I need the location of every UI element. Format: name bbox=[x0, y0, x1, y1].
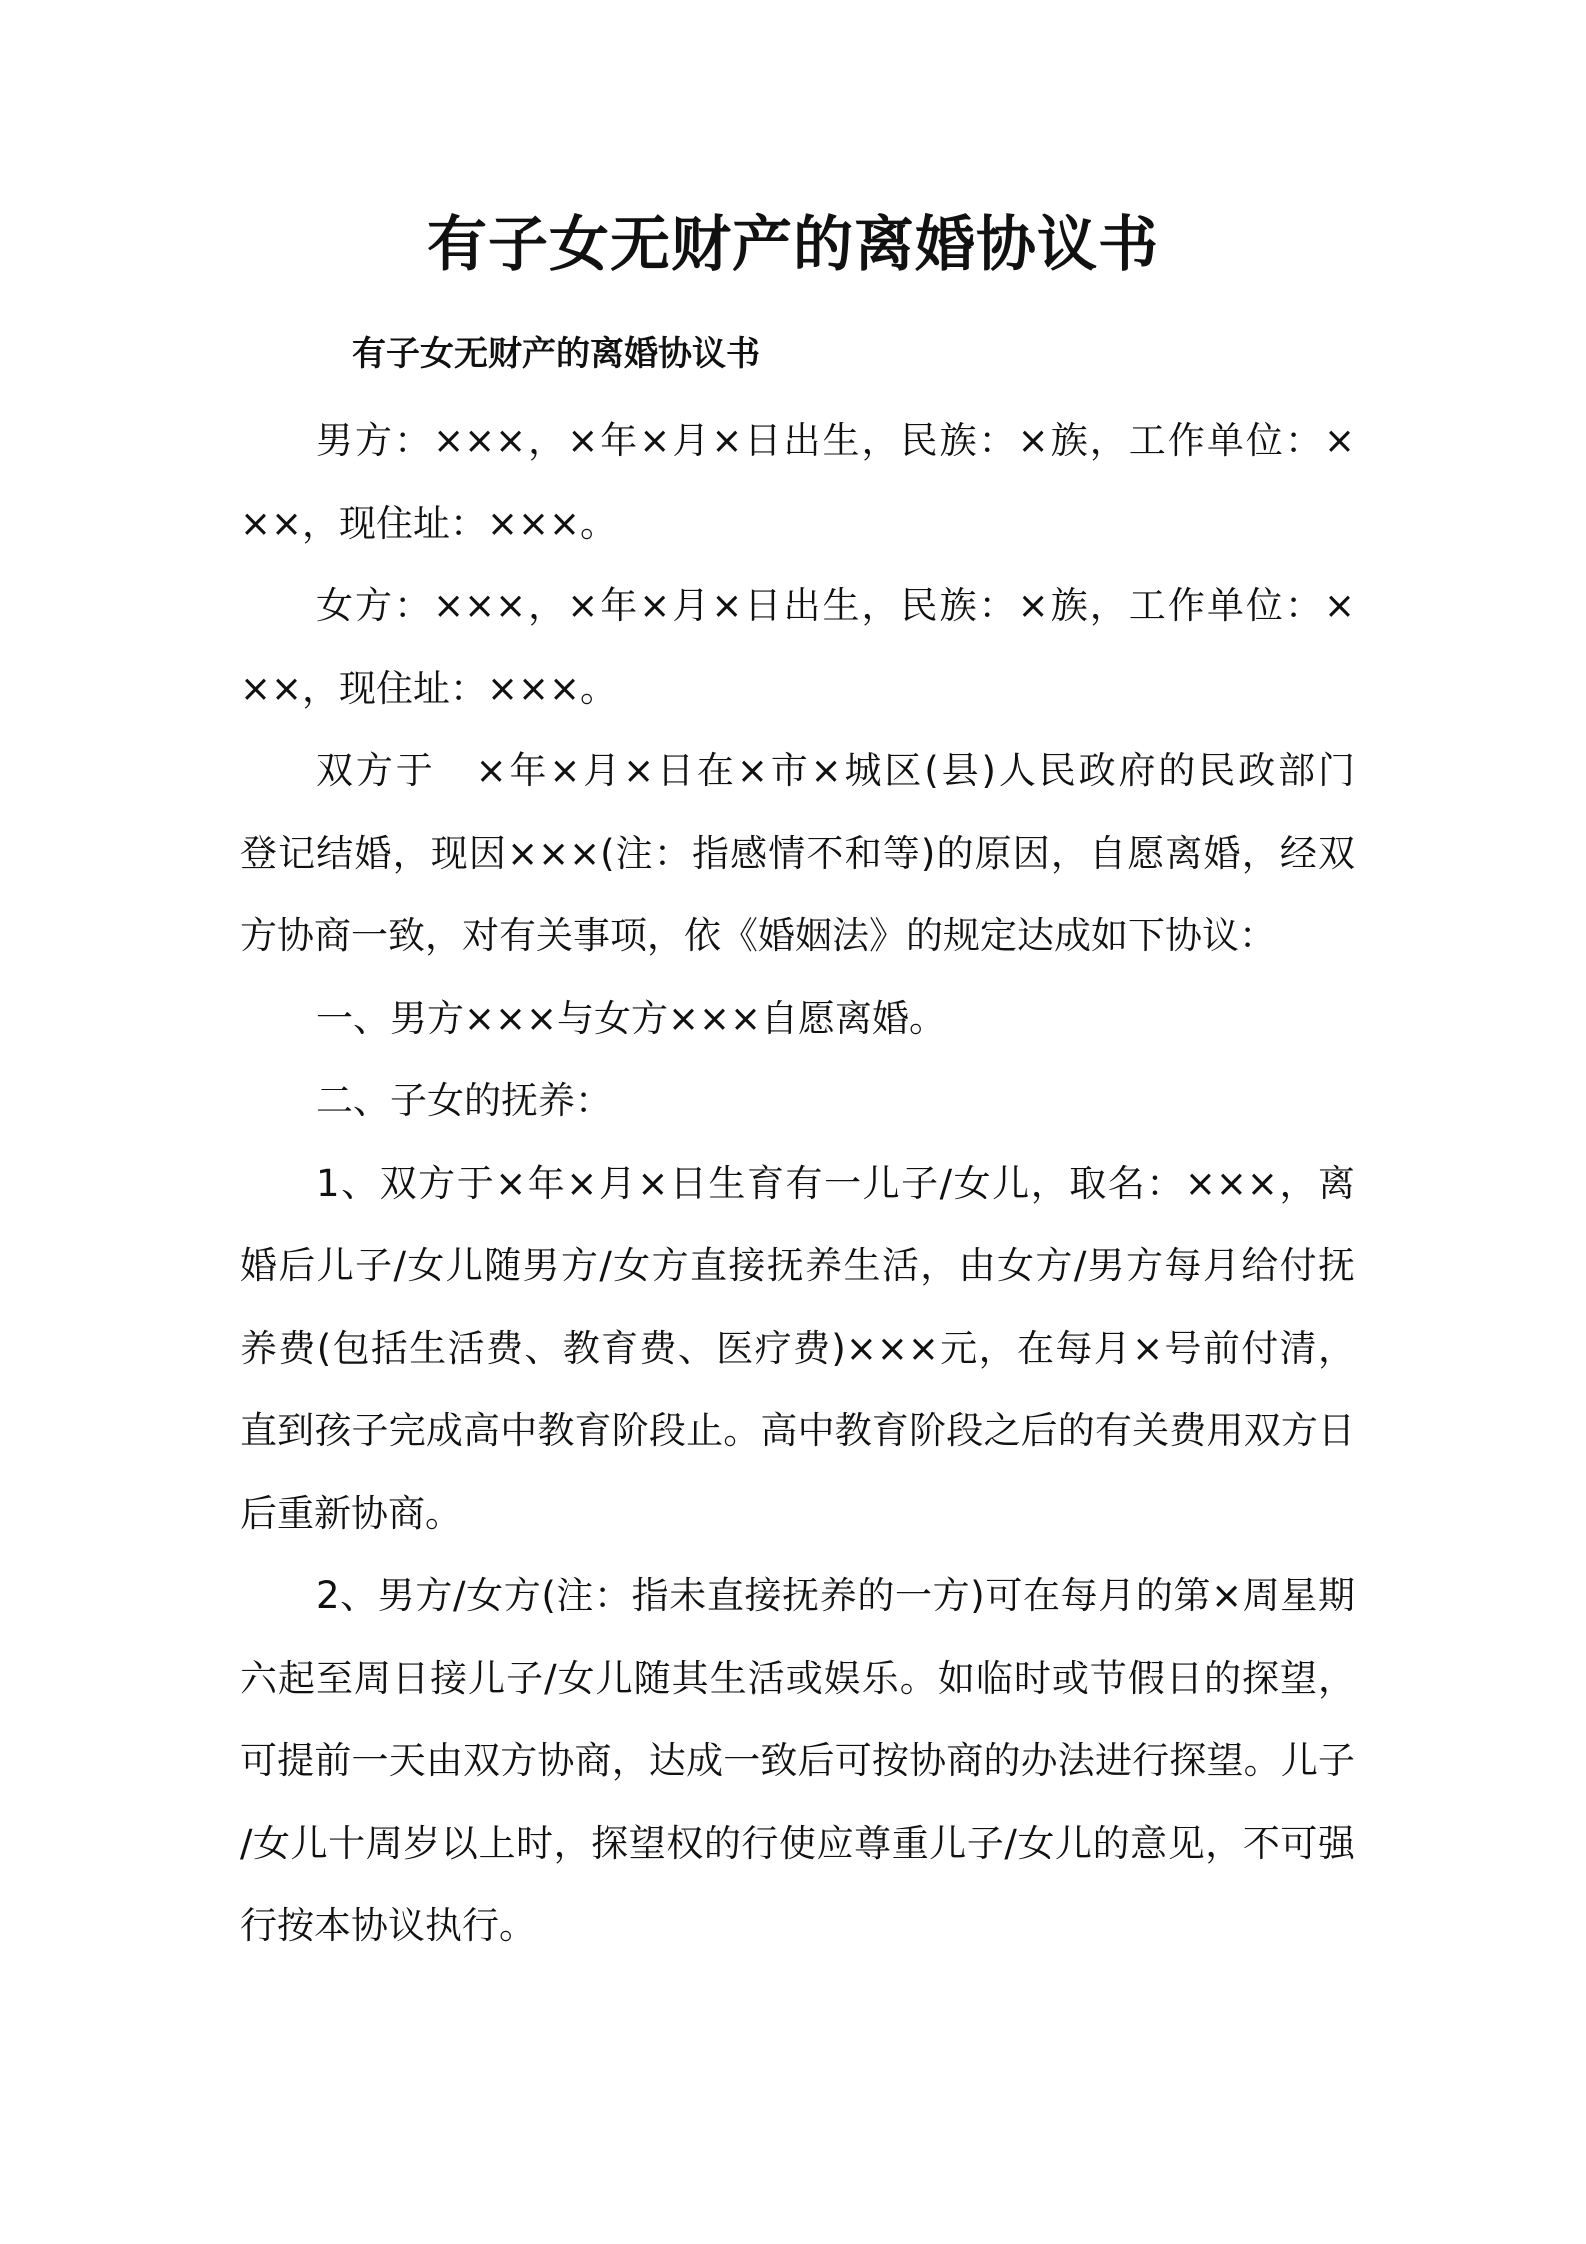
text-line: 男方：×××，×年×月×日出生，民族：×族，工作单位：× bbox=[316, 419, 1355, 462]
text-line: 六起至周日接儿子/女儿随其生活或娱乐。如临时或节假日的探望， bbox=[240, 1656, 1355, 1700]
text-line: ××，现住址：×××。 bbox=[240, 666, 618, 710]
document-title: 有子女无财产的离婚协议书 bbox=[427, 210, 1159, 280]
text-line: 1、双方于×年×月×日生育有一儿子/女儿，取名：×××，离 bbox=[316, 1161, 1355, 1205]
text-line: 二、子女的抚养： bbox=[316, 1079, 612, 1122]
text-line: 2、男方/女方(注：指未直接抚养的一方)可在每月的第×周星期 bbox=[316, 1574, 1355, 1617]
paragraph-marriage-background bbox=[240, 730, 1355, 978]
text-line: 直到孩子完成高中教育阶段止。高中教育阶段之后的有关费用双方日 bbox=[240, 1409, 1355, 1452]
text-line: 方协商一致，对有关事项，依《婚姻法》的规定达成如下协议： bbox=[240, 914, 1276, 957]
text-line: 双方于 ×年×月×日在×市×城区(县)人民政府的民政部门 bbox=[316, 749, 1355, 792]
text-line: 一、男方×××与女方×××自愿离婚。 bbox=[316, 996, 947, 1040]
text-line: 可提前一天由双方协商，达成一致后可按协商的办法进行探望。儿子 bbox=[240, 1739, 1355, 1782]
paragraph-clause-2-item-1 bbox=[240, 1143, 1355, 1556]
text-line: ××，现住址：×××。 bbox=[240, 501, 618, 545]
paragraph-clause-2-heading bbox=[240, 1060, 1355, 1143]
text-line: 行按本协议执行。 bbox=[240, 1904, 536, 1947]
text-line: 登记结婚，现因×××(注：指感情不和等)的原因，自愿离婚，经双 bbox=[240, 831, 1355, 875]
paragraph-female-party bbox=[240, 565, 1355, 730]
paragraph-male-party bbox=[240, 400, 1355, 565]
paragraph-clause-1 bbox=[240, 978, 1355, 1061]
text-line: 后重新协商。 bbox=[240, 1491, 462, 1535]
text-line: 女方：×××，×年×月×日出生，民族：×族，工作单位：× bbox=[316, 584, 1355, 627]
document-body bbox=[240, 400, 1355, 1968]
text-line: /女儿十周岁以上时，探望权的行使应尊重儿子/女儿的意见，不可强 bbox=[240, 1821, 1355, 1865]
paragraph-clause-2-item-2 bbox=[240, 1555, 1355, 1968]
document-subtitle: 有子女无财产的离婚协议书 bbox=[352, 334, 760, 374]
text-line: 养费(包括生活费、教育费、医疗费)×××元，在每月×号前付清， bbox=[240, 1326, 1355, 1370]
text-line: 婚后儿子/女儿随男方/女方直接抚养生活，由女方/男方每月给付抚 bbox=[240, 1244, 1355, 1287]
